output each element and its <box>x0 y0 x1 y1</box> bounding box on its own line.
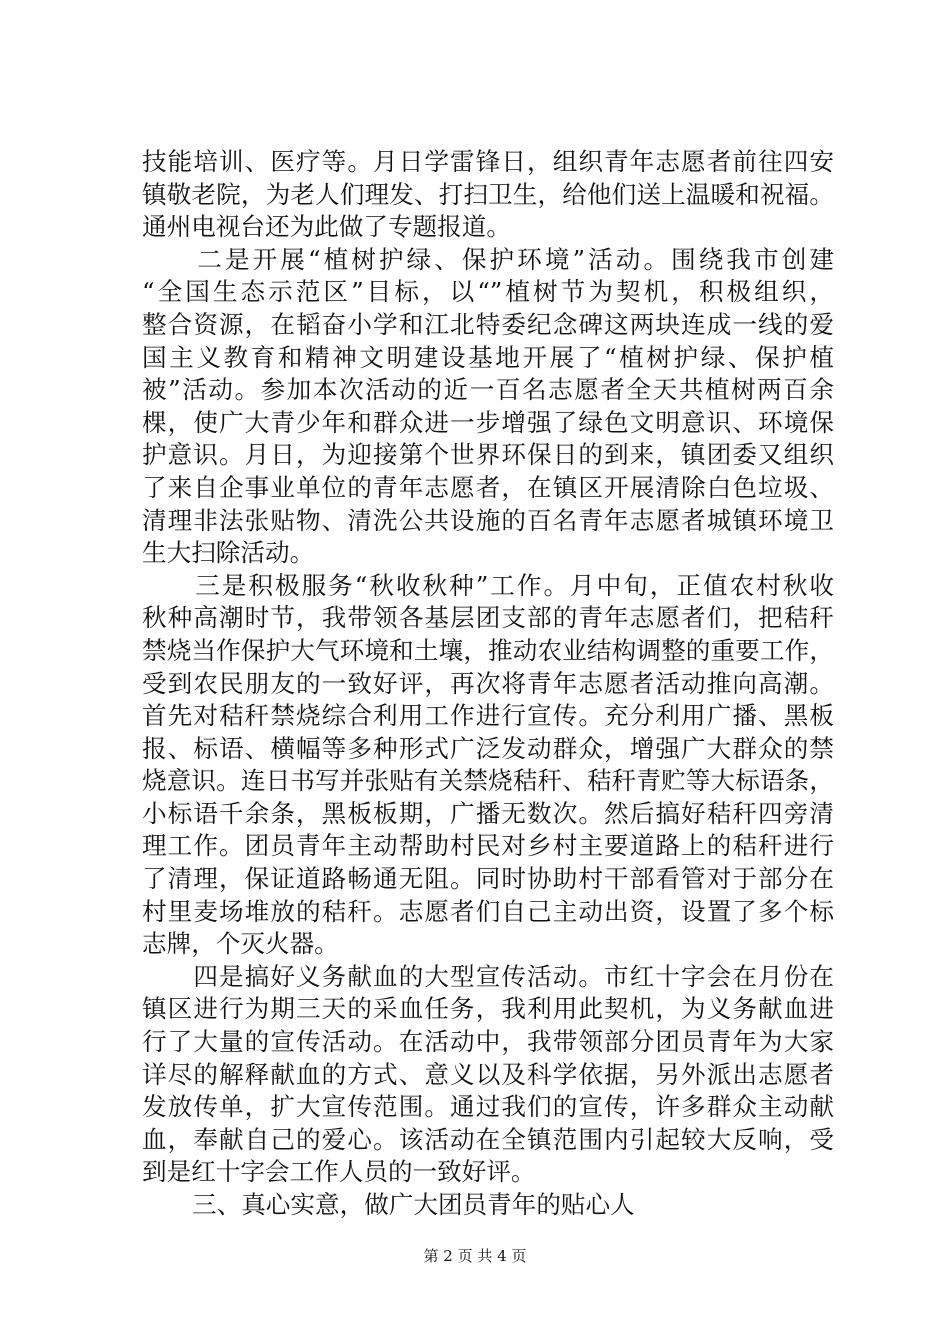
text-line: 到是红十字会工作人员的一致好评。 <box>142 1157 536 1187</box>
text-line: 二是开展“植树护绿、保护环境”活动。围绕我市创建 <box>142 244 834 274</box>
text-line: 志牌，个灭火器。 <box>142 929 339 959</box>
text-line: “全国生态示范区”目标，以“”植树节为契机，积极组织， <box>142 277 834 307</box>
page-footer <box>0 1246 950 1266</box>
text-line: 镇区进行为期三天的采血任务，我利用此契机，为义务献血进 <box>142 994 834 1024</box>
section-heading: 三、真心实意，做广大团员青年的贴心人 <box>192 1190 635 1219</box>
text-line: 护意识。月日，为迎接第个世界环保日的到来，镇团委又组织 <box>142 440 834 470</box>
document-body <box>142 146 834 1222</box>
text-line: 镇敬老院，为老人们理发、打扫卫生，给他们送上温暖和祝福。 <box>142 179 834 209</box>
text-line: 生大扫除活动。 <box>142 538 315 568</box>
text-line: 村里麦场堆放的秸秆。志愿者们自己主动出资，设置了多个标 <box>142 896 834 926</box>
text-line: 棵，使广大青少年和群众进一步增强了绿色文明意识、环境保 <box>142 407 834 437</box>
text-line: 受到农民朋友的一致好评，再次将青年志愿者活动推向高潮。 <box>142 668 834 698</box>
text-line: 了来自企事业单位的青年志愿者，在镇区开展清除白色垃圾、 <box>142 472 834 502</box>
text-line: 被”活动。参加本次活动的近一百名志愿者全天共植树两百余 <box>142 375 834 405</box>
text-line: 四是搞好义务献血的大型宣传活动。市红十字会在月份在 <box>142 961 834 991</box>
text-line: 发放传单，扩大宣传范围。通过我们的宣传，许多群众主动献 <box>142 1092 834 1122</box>
text-line: 烧意识。连日书写并张贴有关禁烧秸秆、秸秆青贮等大标语条， <box>142 766 834 796</box>
text-line: 通州电视台还为此做了专题报道。 <box>142 212 511 242</box>
text-line: 国主义教育和精神文明建设基地开展了“植树护绿、保护植 <box>142 342 834 372</box>
text-line: 行了大量的宣传活动。在活动中，我带领部分团员青年为大家 <box>142 1027 834 1057</box>
text-line: 血，奉献自己的爱心。该活动在全镇范围内引起较大反响，受 <box>142 1124 834 1154</box>
text-line: 清理非法张贴物、清洗公共设施的百名青年志愿者城镇环境卫 <box>142 505 834 535</box>
page-number: 第 2 页 共 4 页 <box>423 1247 527 1265</box>
text-line: 报、标语、横幅等多种形式广泛发动群众，增强广大群众的禁 <box>142 733 834 763</box>
text-line: 禁烧当作保护大气环境和土壤，推动农业结构调整的重要工作， <box>142 635 834 665</box>
text-line: 整合资源，在韬奋小学和江北特委纪念碑这两块连成一线的爱 <box>142 309 834 339</box>
text-line: 小标语千余条，黑板板期，广播无数次。然后搞好秸秆四旁清 <box>142 798 834 828</box>
text-line: 三是积极服务“秋收秋种”工作。月中旬，正值农村秋收 <box>142 570 834 600</box>
text-line: 技能培训、医疗等。月日学雷锋日，组织青年志愿者前往四安 <box>142 147 834 176</box>
text-line: 理工作。团员青年主动帮助村民对乡村主要道路上的秸秆进行 <box>142 831 834 861</box>
text-line: 首先对秸秆禁烧综合利用工作进行宣传。充分利用广播、黑板 <box>142 701 834 731</box>
text-line: 详尽的解释献血的方式、意义以及科学依据，另外派出志愿者 <box>142 1059 834 1089</box>
text-line: 了清理，保证道路畅通无阻。同时协助村干部看管对于部分在 <box>142 864 834 894</box>
text-line: 秋种高潮时节，我带领各基层团支部的青年志愿者们，把秸秆 <box>142 603 834 633</box>
